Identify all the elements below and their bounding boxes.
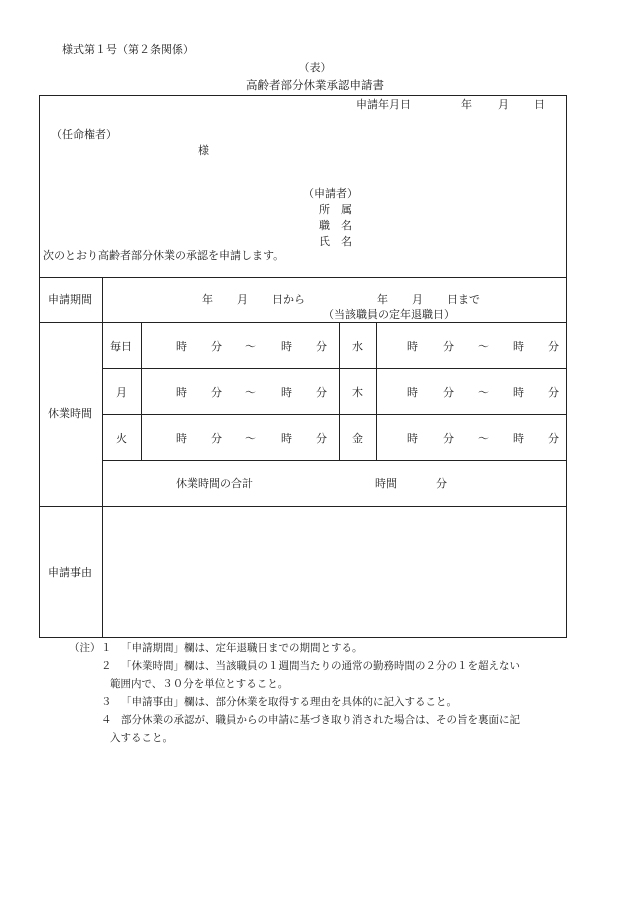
total-hours-field[interactable]: 時間 bbox=[375, 477, 397, 490]
tilde: ～ bbox=[245, 432, 256, 445]
divider-hours-row1 bbox=[102, 368, 567, 369]
tilde: ～ bbox=[478, 386, 489, 399]
applicant-label: （申請者） bbox=[303, 187, 358, 200]
hour-unit[interactable]: 時 bbox=[513, 340, 524, 353]
divider-top-section bbox=[39, 277, 567, 278]
hour-unit[interactable]: 時 bbox=[513, 432, 524, 445]
minute-unit[interactable]: 分 bbox=[548, 432, 559, 445]
tilde: ～ bbox=[245, 386, 256, 399]
day-everyday: 毎日 bbox=[110, 340, 132, 353]
hour-unit[interactable]: 時 bbox=[407, 432, 418, 445]
note-number: ３ bbox=[101, 696, 112, 708]
minute-unit[interactable]: 分 bbox=[211, 432, 222, 445]
minute-unit[interactable]: 分 bbox=[211, 386, 222, 399]
hour-unit[interactable]: 時 bbox=[176, 340, 187, 353]
tilde: ～ bbox=[478, 432, 489, 445]
hour-unit[interactable]: 時 bbox=[407, 386, 418, 399]
application-date-label: 申請年月日 bbox=[356, 98, 411, 111]
affiliation-field[interactable]: 所 属 bbox=[319, 203, 352, 216]
application-statement: 次のとおり高齢者部分休業の承認を申請します。 bbox=[43, 249, 285, 262]
minute-unit[interactable]: 分 bbox=[443, 432, 454, 445]
minute-unit[interactable]: 分 bbox=[443, 386, 454, 399]
document-title: 高齢者部分休業承認申請書 bbox=[246, 78, 384, 92]
position-field[interactable]: 職 名 bbox=[319, 219, 352, 232]
date-day-field[interactable]: 日 bbox=[534, 98, 545, 111]
note-text-continuation: 範囲内で、３０分を単位とすること。 bbox=[110, 678, 289, 690]
note-text: 「申請期間」欄は、定年退職日までの期間とする。 bbox=[121, 642, 363, 654]
period-start-day[interactable]: 日から bbox=[272, 293, 305, 306]
note-text: 部分休業の承認が、職員からの申請に基づき取り消された場合は、その旨を裏面に記 bbox=[121, 714, 520, 726]
appointing-authority: （任命権者） bbox=[51, 128, 117, 141]
period-note: （当該職員の定年退職日） bbox=[323, 308, 455, 321]
hour-unit[interactable]: 時 bbox=[176, 432, 187, 445]
minute-unit[interactable]: 分 bbox=[211, 340, 222, 353]
form-number: 様式第１号（第２条関係） bbox=[62, 43, 194, 56]
hour-unit[interactable]: 時 bbox=[281, 386, 292, 399]
side-label: （表） bbox=[298, 61, 332, 74]
hour-unit[interactable]: 時 bbox=[513, 386, 524, 399]
tilde: ～ bbox=[245, 340, 256, 353]
divider-period bbox=[39, 322, 567, 323]
hours-label: 休業時間 bbox=[48, 407, 92, 420]
total-hours-label: 休業時間の合計 bbox=[176, 477, 253, 490]
period-start-month[interactable]: 月 bbox=[237, 293, 248, 306]
day-column-right-border bbox=[376, 322, 377, 460]
note-number: ４ bbox=[101, 714, 112, 726]
day-column-left-border bbox=[141, 322, 142, 460]
hour-unit[interactable]: 時 bbox=[281, 340, 292, 353]
notes-prefix: （注） bbox=[69, 642, 101, 654]
period-start-year[interactable]: 年 bbox=[202, 293, 213, 306]
hour-unit[interactable]: 時 bbox=[176, 386, 187, 399]
period-end-month[interactable]: 月 bbox=[412, 293, 423, 306]
tilde: ～ bbox=[478, 340, 489, 353]
mid-column-border bbox=[339, 322, 340, 460]
minute-unit[interactable]: 分 bbox=[548, 386, 559, 399]
note-text: 「申請事由」欄は、部分休業を取得する理由を具体的に記入すること。 bbox=[121, 696, 457, 708]
reason-label: 申請事由 bbox=[48, 566, 92, 579]
minute-unit[interactable]: 分 bbox=[316, 340, 327, 353]
day-friday: 金 bbox=[352, 432, 363, 445]
divider-hours-row2 bbox=[102, 414, 567, 415]
note-text-continuation: 入すること。 bbox=[110, 732, 173, 744]
date-month-field[interactable]: 月 bbox=[498, 98, 509, 111]
honorific: 様 bbox=[198, 144, 209, 157]
period-end-day[interactable]: 日まで bbox=[447, 293, 480, 306]
total-minutes-field[interactable]: 分 bbox=[436, 477, 447, 490]
day-thursday: 木 bbox=[352, 386, 363, 399]
hour-unit[interactable]: 時 bbox=[407, 340, 418, 353]
note-text: 「休業時間」欄は、当該職員の１週間当たりの通常の勤務時間の２分の１を超えない bbox=[121, 660, 520, 672]
period-label: 申請期間 bbox=[48, 293, 92, 306]
day-wednesday: 水 bbox=[352, 340, 363, 353]
divider-hours-row3 bbox=[102, 460, 567, 461]
day-monday: 月 bbox=[116, 386, 127, 399]
minute-unit[interactable]: 分 bbox=[443, 340, 454, 353]
day-tuesday: 火 bbox=[116, 432, 127, 445]
note-number: １ bbox=[101, 642, 112, 654]
note-number: ２ bbox=[101, 660, 112, 672]
reason-field[interactable] bbox=[103, 507, 566, 637]
name-field[interactable]: 氏 名 bbox=[319, 235, 352, 248]
minute-unit[interactable]: 分 bbox=[316, 432, 327, 445]
minute-unit[interactable]: 分 bbox=[548, 340, 559, 353]
period-end-year[interactable]: 年 bbox=[377, 293, 388, 306]
hour-unit[interactable]: 時 bbox=[281, 432, 292, 445]
date-year-field[interactable]: 年 bbox=[461, 98, 472, 111]
minute-unit[interactable]: 分 bbox=[316, 386, 327, 399]
